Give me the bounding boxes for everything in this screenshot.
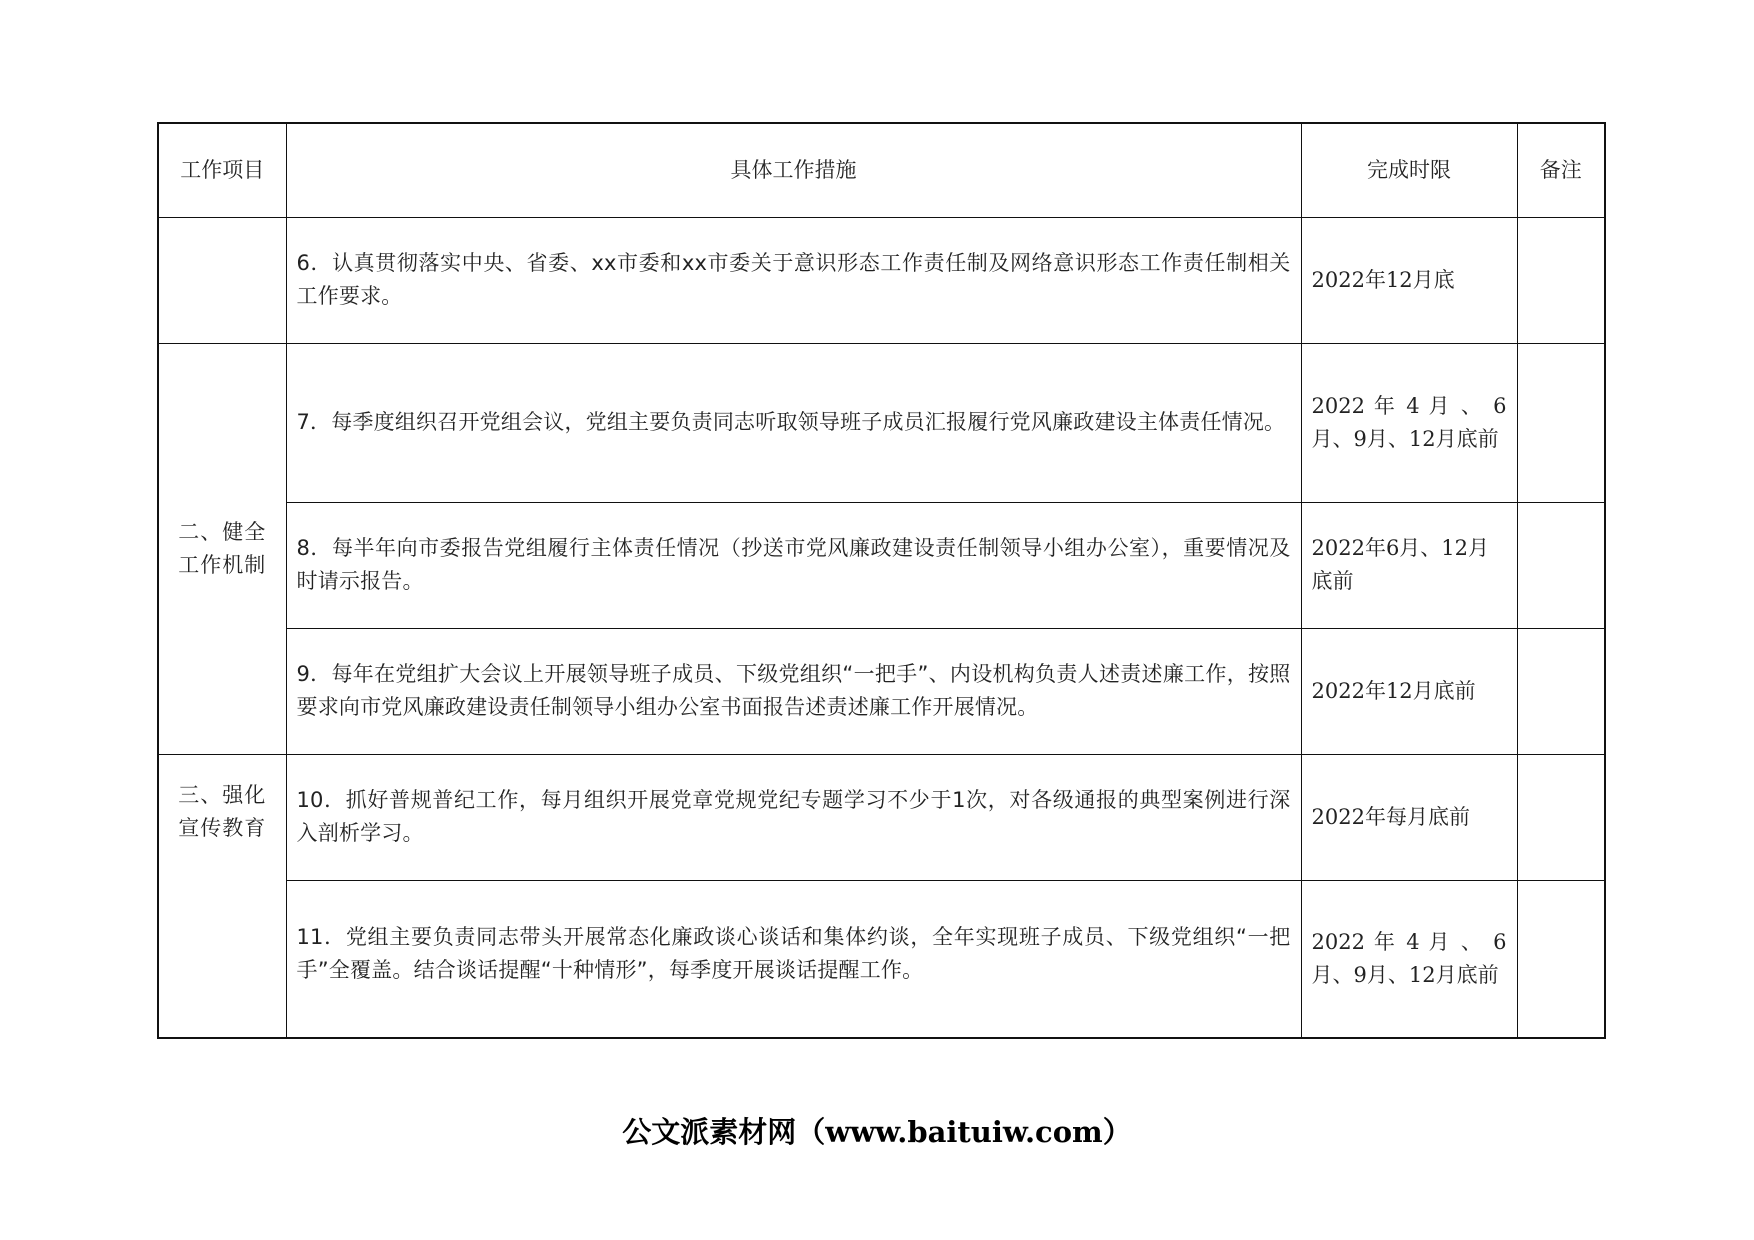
deadline-text: 2022 年 4 月 、 6 月、9月、12月底前 bbox=[1311, 929, 1507, 987]
header-measures: 具体工作措施 bbox=[286, 123, 1301, 217]
header-remarks: 备注 bbox=[1517, 123, 1605, 217]
remark-cell bbox=[1517, 628, 1605, 754]
footer-watermark-text: 公文派素材网（www.baituiw.com） bbox=[622, 1115, 1132, 1149]
measure-cell: 6．认真贯彻落实中央、省委、xx市委和xx市委关于意识形态工作责任制及网络意识形态工作责任制相关工作要求。 bbox=[286, 217, 1301, 343]
deadline-cell bbox=[1301, 754, 1517, 880]
deadline-text: 2022年12月底前 bbox=[1311, 678, 1476, 703]
header-project: 工作项目 bbox=[158, 123, 286, 217]
table-row bbox=[158, 217, 1605, 343]
table-row bbox=[158, 754, 1605, 880]
deadline-text: 2022年每月底前 bbox=[1311, 804, 1470, 829]
measure-cell: 9．每年在党组扩大会议上开展领导班子成员、下级党组织“一把手”、内设机构负责人述责述廉工作，按照要求向市党风廉政建设责任制领导小组办公室书面报告述责述廉工作开展情况。 bbox=[286, 628, 1301, 754]
deadline-text: 2022年12月底 bbox=[1311, 267, 1455, 292]
measure-cell: 7．每季度组织召开党组会议，党组主要负责同志听取领导班子成员汇报履行党风廉政建设主体责任情况。 bbox=[286, 343, 1301, 502]
table-header-row bbox=[158, 123, 1605, 217]
table-row bbox=[158, 880, 1605, 1038]
remark-cell bbox=[1517, 502, 1605, 628]
remark-cell bbox=[1517, 754, 1605, 880]
category-label: 工作机制 bbox=[178, 552, 267, 577]
deadline-cell bbox=[1301, 502, 1517, 628]
deadline-text: 2022年6月、12月底前 bbox=[1311, 536, 1490, 593]
deadline-text: 2022 年 4 月 、 6 月、9月、12月底前 bbox=[1311, 393, 1507, 451]
measure-cell: 10．抓好普规普纪工作，每月组织开展党章党规党纪专题学习不少于1次，对各级通报的典型案例进行深入剖析学习。 bbox=[286, 754, 1301, 880]
category-label: 二、健全 bbox=[178, 519, 267, 544]
deadline-cell bbox=[1301, 217, 1517, 343]
deadline-cell bbox=[1301, 343, 1517, 502]
deadline-cell bbox=[1301, 628, 1517, 754]
header-deadline: 完成时限 bbox=[1301, 123, 1517, 217]
measure-cell: 11．党组主要负责同志带头开展常态化廉政谈心谈话和集体约谈，全年实现班子成员、下级党组织“一把手”全覆盖。结合谈话提醒“十种情形”，每季度开展谈话提醒工作。 bbox=[286, 880, 1301, 1038]
measure-cell: 8．每半年向市委报告党组履行主体责任情况（抄送市党风廉政建设责任制领导小组办公室），重要情况及时请示报告。 bbox=[286, 502, 1301, 628]
remark-cell bbox=[1517, 217, 1605, 343]
category-cell-education bbox=[158, 754, 286, 1038]
work-plan-table bbox=[157, 122, 1606, 1039]
table-row bbox=[158, 502, 1605, 628]
table-row bbox=[158, 343, 1605, 502]
category-cell-empty bbox=[158, 217, 286, 343]
deadline-cell bbox=[1301, 880, 1517, 1038]
document-page bbox=[157, 122, 1604, 1039]
remark-cell bbox=[1517, 880, 1605, 1038]
category-cell-mechanism bbox=[158, 343, 286, 754]
category-label: 三、强化 bbox=[178, 782, 267, 807]
table-row bbox=[158, 628, 1605, 754]
remark-cell bbox=[1517, 343, 1605, 502]
category-label: 宣传教育 bbox=[178, 815, 267, 840]
